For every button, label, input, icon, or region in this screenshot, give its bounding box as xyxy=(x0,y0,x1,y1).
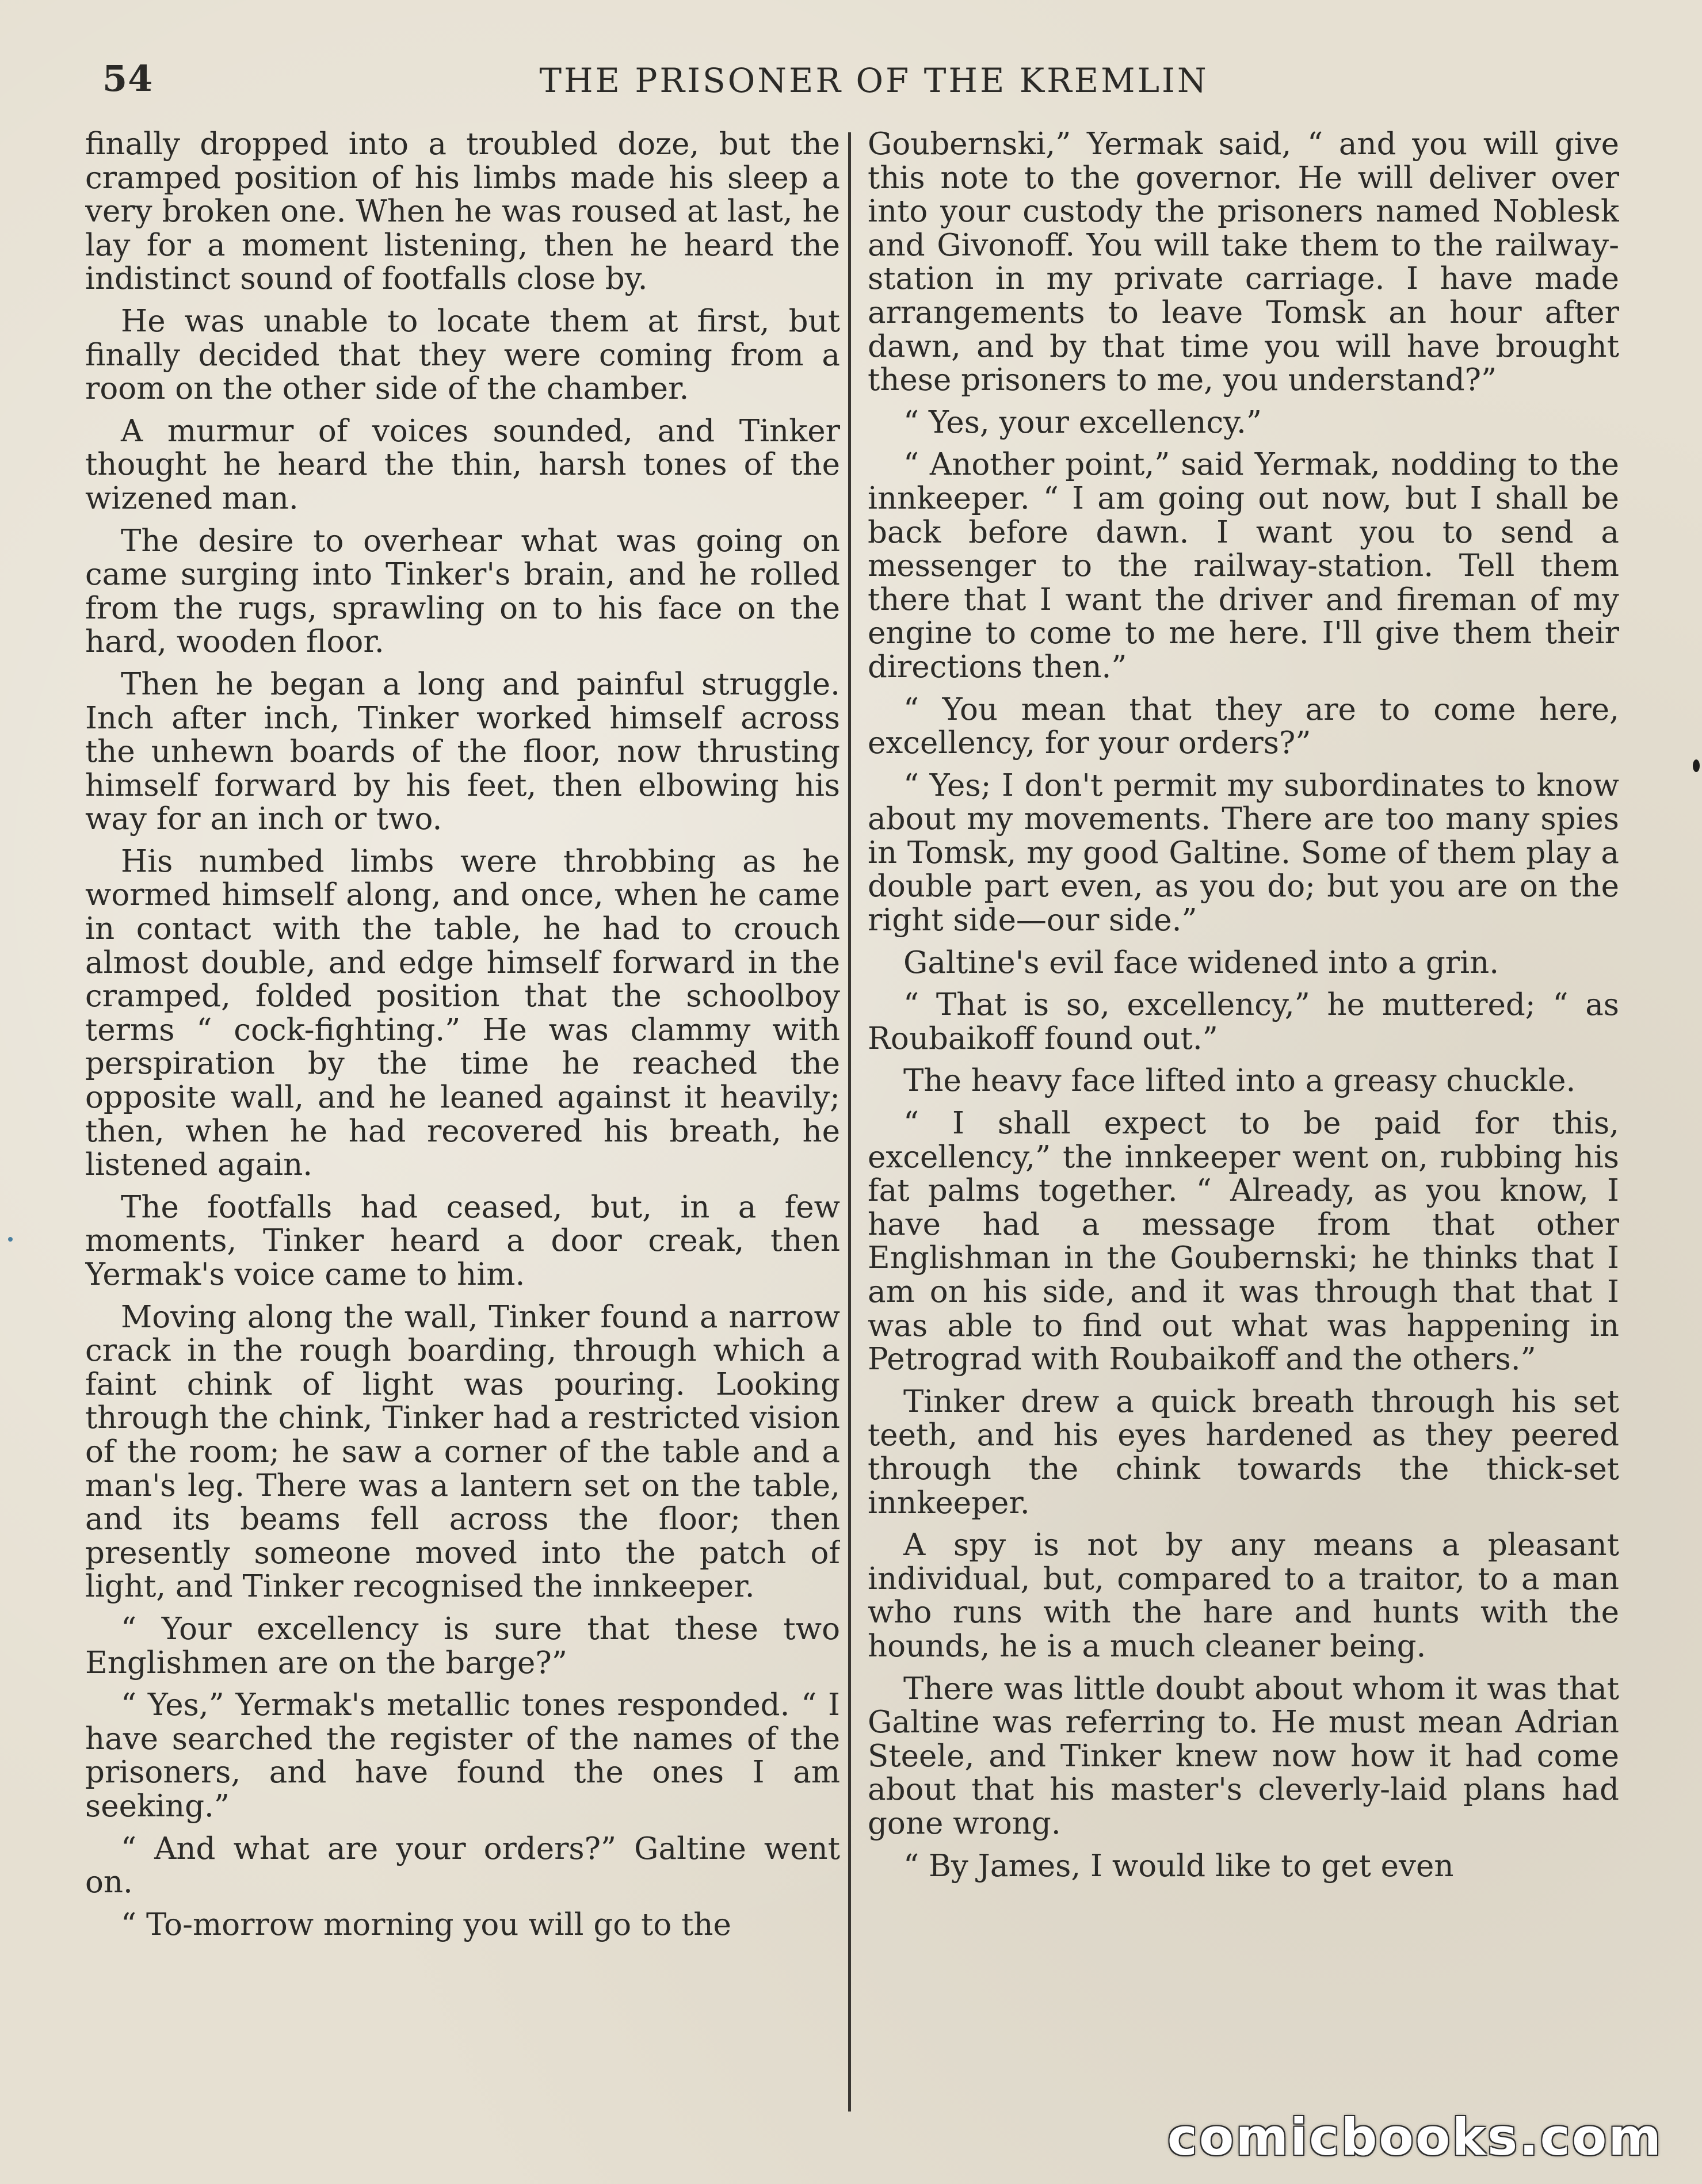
paragraph: Goubernski,” Yermak said, “ and you will give this note to the governor. He will deliver over into your custody the prisoners named Noblesk and Givonoff. You will take them to the railway-station in my private carriage. I have made arrangements to leave Tomsk an hour after dawn, and by that time you will have brought these prisoners to me, you understand?” xyxy=(868,128,1619,398)
right-column xyxy=(868,128,1619,2153)
paragraph: finally dropped into a troubled doze, but the cramped position of his limbs made his sleep a very broken one. When he was roused at last, he lay for a moment listening, then he heard the indistinct sound of footfalls close by. xyxy=(85,128,840,297)
paragraph: “ Another point,” said Yermak, nodding to the innkeeper. “ I am going out now, but I shall be back before dawn. I want you to send a messenger to the railway-station. Tell them there that I want the driver and fireman of my engine to come to me here. I'll give them their directions then.” xyxy=(868,447,1619,685)
paragraph: There was little doubt about whom it was that Galtine was referring to. He must mean Adrian Steele, and Tinker knew now how it had come about that his master's cleverly-laid plans had gone wrong. xyxy=(868,1671,1619,1841)
column-divider xyxy=(848,132,851,2112)
paragraph: A murmur of voices sounded, and Tinker thought he heard the thin, harsh tones of the wizened man. xyxy=(85,413,840,516)
ink-speck xyxy=(8,1237,13,1242)
paragraph: “ By James, I would like to get even xyxy=(903,1848,1454,1884)
paragraph: “ Yes; I don't permit my subordinates to know about my movements. There are too many spies in Tomsk, my good Galtine. Some of them play a double part even, as you do; but you are on the right side—our side.” xyxy=(868,768,1619,938)
paragraph: A spy is not by any means a pleasant individual, but, compared to a traitor, to a man who runs with the hare and hunts with the hounds, he is a much cleaner being. xyxy=(868,1528,1619,1664)
paragraph: “ To-morrow morning you will go to the xyxy=(121,1907,731,1942)
paragraph: Then he began a long and painful struggle. Inch after inch, Tinker worked himself across the unhewn boards of the floor, now thrusting himself forward by his feet, then elbowing his way for an inch or two. xyxy=(85,666,840,837)
left-column xyxy=(85,128,840,2153)
paragraph: Galtine's evil face widened into a grin. xyxy=(903,945,1499,980)
paragraph: “ That is so, excellency,” he muttered; “ as Roubaikoff found out.” xyxy=(868,987,1619,1056)
paragraph: The heavy face lifted into a greasy chuckle. xyxy=(903,1063,1576,1099)
paragraph: The footfalls had ceased, but, in a few moments, Tinker heard a door creak, then Yermak's voice came to him. xyxy=(85,1189,840,1292)
paragraph: “ Yes, your excellency.” xyxy=(903,404,1262,440)
paragraph: “ I shall expect to be paid for this, excellency,” the innkeeper went on, rubbing his fat palms together. “ Already, as you know, I have had a message from that other Englishman in the Goubernski; he thinks that I am on his side, and it was through that that I was able to find out what was happening in Petrograd with Roubaikoff and the others.” xyxy=(868,1106,1619,1377)
running-title: THE PRISONER OF THE KREMLIN xyxy=(539,61,1209,100)
paragraph: Moving along the wall, Tinker found a narrow crack in the rough boarding, through which a faint chink of light was pouring. Looking through the chink, Tinker had a restricted vision of the room; he saw a corner of the table and a man's leg. There was a lantern set on the table, and its beams fell across the floor; then presently someone moved into the patch of light, and Tinker recognised the innkeeper. xyxy=(85,1299,840,1605)
page-number: 54 xyxy=(102,58,154,100)
paragraph: “ Yes,” Yermak's metallic tones responded. “ I have searched the register of the names of the prisoners, and have found the ones I am seeking.” xyxy=(85,1687,840,1824)
paragraph: “ You mean that they are to come here, excellency, for your orders?” xyxy=(868,692,1619,761)
paragraph: Tinker drew a quick breath through his set teeth, and his eyes hardened as they peered through the chink towards the thick-set innkeeper. xyxy=(868,1384,1619,1521)
paragraph: “ Your excellency is sure that these two Englishmen are on the barge?” xyxy=(85,1611,840,1681)
paragraph: His numbed limbs were throbbing as he wormed himself along, and once, when he came in contact with the table, he had to crouch almost double, and edge himself forward in the cramped, folded position that the schoolboy terms “ cock-fighting.” He was clammy with perspiration by the time he reached the opposite wall, and he leaned against it heavily; then, when he had recovered his breath, he listened again. xyxy=(85,843,840,1183)
ink-speck xyxy=(1693,759,1700,772)
paragraph: “ And what are your orders?” Galtine went on. xyxy=(85,1831,840,1900)
page-header xyxy=(0,58,1702,121)
watermark: comicbooks.com xyxy=(1167,2107,1663,2167)
paragraph: He was unable to locate them at first, but finally decided that they were coming from a room on the other side of the chamber. xyxy=(85,303,840,407)
paragraph: The desire to overhear what was going on came surging into Tinker's brain, and he rolled from the rugs, sprawling on to his face on the hard, wooden floor. xyxy=(85,523,840,660)
